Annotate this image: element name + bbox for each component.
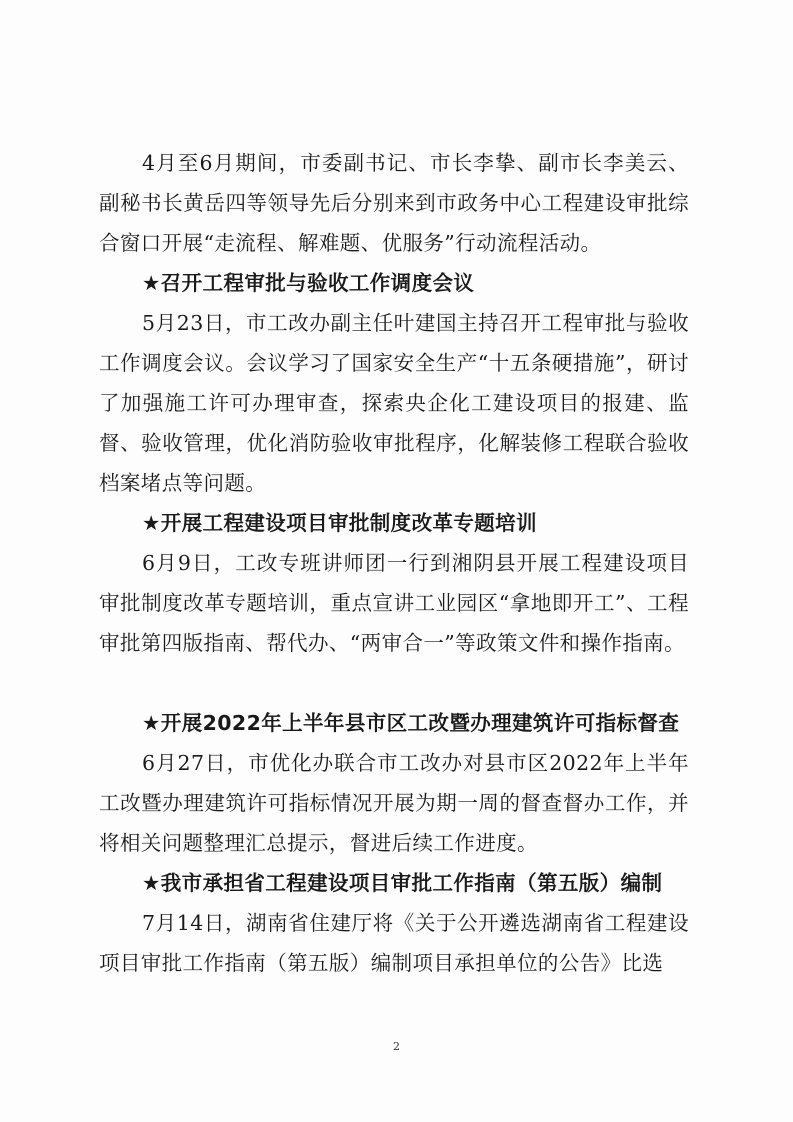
paragraph-guide-compilation: 7月14日，湖南省住建厅将《关于公开遴选湖南省工程建设项目审批工作指南（第五版）编制项目承担单位的公告》比选 [99, 911, 689, 975]
page-number: 2 [393, 1040, 400, 1053]
heading-permit-inspection: ★开展2022年上半年县市区工改暨办理建筑许可指标督查 [142, 711, 680, 735]
paragraph-reform-training: 6月9日，工改专班讲师团一行到湘阴县开展工程建设项目审批制度改革专题培训，重点宣讲工业园区“拿地即开工”、工程审批第四版指南、帮代办、“两审合一”等政策文件和操作指南。 [99, 551, 689, 655]
heading-guide-compilation: ★我市承担省工程建设项目审批工作指南（第五版）编制 [142, 871, 663, 895]
heading-scheduling-meeting: ★召开工程审批与验收工作调度会议 [142, 271, 475, 295]
paragraph-scheduling-meeting: 5月23日，市工改办副主任叶建国主持召开工程审批与验收工作调度会议。会议学习了国家安全生产“十五条硬措施”，研讨了加强施工许可办理审查，探索央企化工建设项目的报建、监督、验收管理，优化消防验收审批程序，化解装修工程联合验收档案堵点等问题。 [99, 311, 689, 495]
paragraph-permit-inspection: 6月27日，市优化办联合市工改办对县市区2022年上半年工改暨办理建筑许可指标情况开展为期一周的督查督办工作，并将相关问题整理汇总提示，督进后续工作进度。 [99, 751, 689, 855]
heading-reform-training: ★开展工程建设项目审批制度改革专题培训 [142, 511, 537, 535]
paragraph-leader-visits: 4月至6月期间，市委副书记、市长李挚、副市长李美云、副秘书长黄岳四等领导先后分别来到市政务中心工程建设审批综合窗口开展“走流程、解难题、优服务”行动流程活动。 [99, 151, 689, 255]
